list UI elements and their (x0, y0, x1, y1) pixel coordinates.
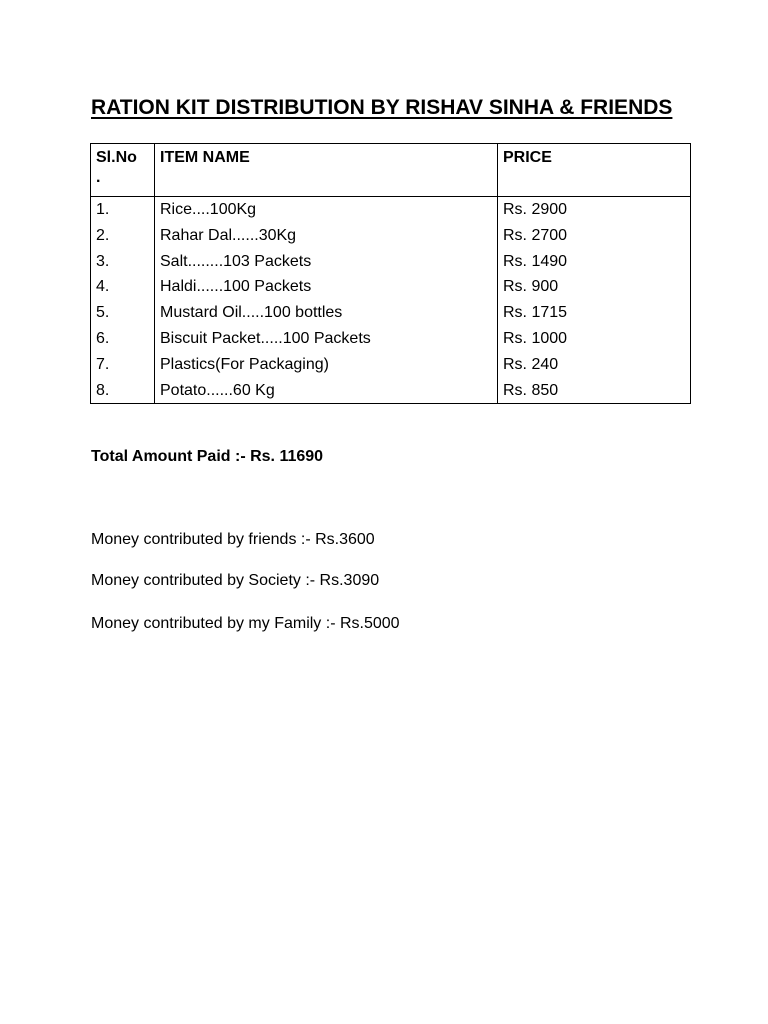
contribution-family: Money contributed by my Family :- Rs.5000 (91, 615, 400, 632)
row-item-name: Biscuit Packet.....100 Packets (155, 326, 498, 352)
contribution-society: Money contributed by Society :- Rs.3090 (91, 572, 380, 589)
header-price: PRICE (498, 144, 691, 197)
row-sl-no: 3. (91, 249, 155, 275)
row-sl-no: 5. (91, 300, 155, 326)
row-item-name: Rice....100Kg (155, 197, 498, 223)
table-row (91, 300, 691, 326)
table-header-row (91, 144, 691, 197)
row-item-name: Potato......60 Kg (155, 378, 498, 404)
table-row (91, 197, 691, 223)
table-row (91, 352, 691, 378)
document-title: RATION KIT DISTRIBUTION BY RISHAV SINHA & FRIENDS (91, 96, 673, 119)
table-row (91, 274, 691, 300)
row-price: Rs. 1490 (498, 249, 691, 275)
row-sl-no: 1. (91, 197, 155, 223)
row-price: Rs. 2900 (498, 197, 691, 223)
table-row (91, 249, 691, 275)
row-price: Rs. 900 (498, 274, 691, 300)
table-row (91, 326, 691, 352)
row-item-name: Salt........103 Packets (155, 249, 498, 275)
header-sl-no (91, 144, 155, 197)
row-sl-no: 7. (91, 352, 155, 378)
row-sl-no: 4. (91, 274, 155, 300)
contribution-friends: Money contributed by friends :- Rs.3600 (91, 531, 375, 548)
table-row (91, 378, 691, 404)
row-item-name: Rahar Dal......30Kg (155, 223, 498, 249)
row-price: Rs. 2700 (498, 223, 691, 249)
row-sl-no: 8. (91, 378, 155, 404)
header-sl-no-label: Sl.No . (96, 149, 137, 186)
row-item-name: Haldi......100 Packets (155, 274, 498, 300)
row-item-name: Mustard Oil.....100 bottles (155, 300, 498, 326)
total-amount-paid: Total Amount Paid :- Rs. 11690 (91, 448, 324, 465)
ration-items-table (90, 143, 691, 404)
header-item-name: ITEM NAME (155, 144, 498, 197)
row-sl-no: 2. (91, 223, 155, 249)
row-price: Rs. 1000 (498, 326, 691, 352)
row-price: Rs. 1715 (498, 300, 691, 326)
row-sl-no: 6. (91, 326, 155, 352)
table-row (91, 223, 691, 249)
row-item-name: Plastics(For Packaging) (155, 352, 498, 378)
row-price: Rs. 850 (498, 378, 691, 404)
row-price: Rs. 240 (498, 352, 691, 378)
